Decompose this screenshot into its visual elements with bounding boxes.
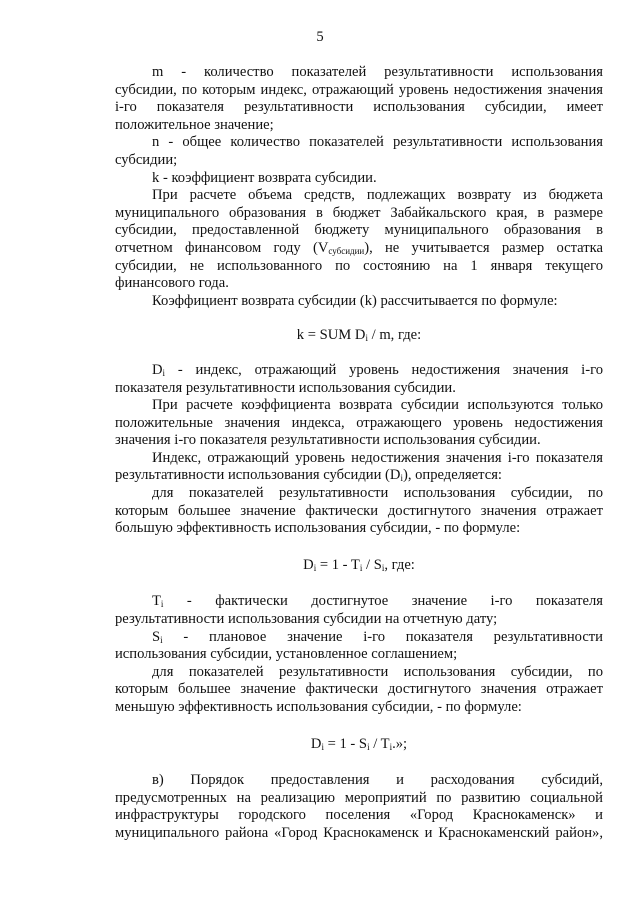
subscript: i bbox=[160, 634, 163, 645]
text-line bbox=[115, 807, 603, 825]
text-line bbox=[115, 222, 603, 240]
text-span: k = SUM D bbox=[296, 327, 366, 344]
text-line bbox=[115, 467, 603, 485]
text-span: / m, где: bbox=[367, 327, 422, 344]
text-span: для показателей результативности использования субсидии, по bbox=[152, 663, 603, 680]
subscript: i bbox=[162, 367, 166, 378]
text-span: i-го показателя результативности использования субсидии, имеет bbox=[115, 99, 603, 116]
subscript: i bbox=[365, 333, 368, 344]
spacer bbox=[115, 538, 603, 557]
text-span: - фактически достигнутое значение i-го показателя bbox=[163, 593, 603, 610]
paragraph-k-definition bbox=[115, 170, 603, 188]
text-line: m - количество показателей результативности использования bbox=[152, 64, 603, 80]
text-span: финансового года. bbox=[115, 275, 229, 292]
paragraph-di-definition bbox=[115, 362, 603, 380]
formula-di-2 bbox=[115, 736, 603, 754]
paragraph-lesser-effectiveness bbox=[115, 664, 603, 682]
subscript: i bbox=[367, 741, 370, 752]
text-span: отчетном финансовом году (V bbox=[115, 239, 329, 256]
text-span: субсидии; bbox=[115, 151, 178, 168]
text-span: D bbox=[310, 735, 322, 752]
text-line bbox=[115, 432, 603, 450]
subscript: i bbox=[359, 562, 363, 573]
subscript: субсидии bbox=[328, 245, 365, 256]
text-span: ), не учитывается размер остатка bbox=[364, 239, 603, 256]
text-line bbox=[115, 240, 603, 258]
formula-di-1 bbox=[115, 557, 603, 575]
text-line bbox=[115, 117, 603, 135]
subscript: i bbox=[313, 562, 317, 573]
text-line bbox=[115, 503, 603, 521]
paragraph-return-volume bbox=[115, 187, 603, 205]
text-span: / T bbox=[369, 735, 390, 752]
text-span: Коэффициент возврата субсидии (k) рассчитывается по формуле: bbox=[152, 292, 558, 309]
text-span: положительное значение; bbox=[115, 116, 274, 133]
text-line bbox=[115, 790, 603, 808]
text-span: показателя результативности использования субсидии. bbox=[115, 379, 456, 396]
text-span: T bbox=[152, 593, 161, 610]
text-span: использования субсидии, установленное соглашением; bbox=[115, 646, 458, 663]
text-span: меньшую эффективность использования субсидии, - по формуле: bbox=[115, 699, 522, 715]
subscript: i bbox=[381, 562, 385, 573]
text-span: муниципального образования в бюджет Забайкальского края, в размере bbox=[115, 204, 603, 221]
paragraph-positive-values bbox=[115, 397, 603, 415]
text-span: D bbox=[303, 556, 314, 573]
text-line bbox=[115, 258, 603, 276]
spacer bbox=[115, 345, 603, 362]
text-span: = 1 - T bbox=[316, 556, 360, 573]
text-span: субсидии, предоставленной бюджету муниципального образования в bbox=[115, 222, 603, 239]
text-span: Индекс, отражающий уровень недостижения значения i-го показателя bbox=[152, 449, 603, 466]
paragraph-si-definition bbox=[115, 629, 603, 647]
text-line bbox=[115, 646, 603, 664]
text-span: n - общее количество показателей результативности использования bbox=[152, 134, 603, 151]
subscript: i bbox=[389, 741, 393, 752]
text-span: большую эффективность использования субсидии, - по формуле: bbox=[115, 520, 521, 537]
text-span: - индекс, отражающий уровень недостижения значения i-го bbox=[165, 361, 603, 378]
text-span: субсидии, по которым индекс, отражающий уровень недостижения значения bbox=[115, 81, 603, 98]
subscript: i bbox=[400, 473, 403, 484]
text-line bbox=[115, 380, 603, 398]
text-line bbox=[115, 520, 603, 538]
text-span: муниципального района «Город Краснокаменск и Краснокаменский район», bbox=[115, 824, 603, 841]
text-line bbox=[115, 152, 603, 170]
text-span: При расчете объема средств, подлежащих возврату из бюджета bbox=[152, 187, 603, 204]
text-span: в) Порядок предоставления и расходования субсидий, bbox=[152, 772, 603, 789]
text-span: = 1 - S bbox=[323, 735, 368, 752]
text-span: ), определяется: bbox=[402, 467, 502, 484]
text-line bbox=[115, 611, 603, 629]
paragraph-section-v bbox=[115, 772, 603, 790]
page-number: 5 bbox=[316, 29, 324, 45]
text-span: , где: bbox=[384, 556, 415, 573]
text-span: результативности использования субсидии на отчетную дату; bbox=[115, 611, 498, 628]
text-line bbox=[115, 205, 603, 223]
document-body bbox=[115, 64, 603, 843]
text-span: предусмотренных на реализацию мероприятий по развитию социальной bbox=[115, 789, 603, 806]
spacer bbox=[115, 310, 603, 327]
text-span: для показателей результативности использования субсидии, по bbox=[152, 485, 603, 502]
text-span: k - коэффициент возврата субсидии. bbox=[152, 169, 377, 186]
text-span: которым большее значение фактически достигнутого значения отражает bbox=[115, 681, 603, 698]
text-span: - плановое значение i-го показателя результативности bbox=[162, 628, 603, 645]
paragraph-ti-definition bbox=[115, 593, 603, 611]
text-span: .»; bbox=[392, 735, 408, 752]
text-span: S bbox=[152, 628, 161, 645]
text-line bbox=[115, 825, 603, 843]
paragraph-coefficient-intro bbox=[115, 293, 603, 311]
text-span: инфраструктуры городского поселения «Город Краснокаменск» и bbox=[115, 807, 603, 824]
spacer bbox=[115, 574, 603, 593]
text-line bbox=[115, 82, 603, 100]
text-span: которым большее значение фактически достигнутого значения отражает bbox=[115, 502, 603, 519]
subscript: i bbox=[321, 741, 324, 752]
subscript: i bbox=[160, 599, 164, 610]
spacer bbox=[115, 717, 603, 736]
text-span: значения i-го показателя результативности использования субсидии. bbox=[115, 432, 541, 449]
text-line bbox=[115, 99, 603, 117]
text-span: положительные значения индекса, отражающего уровень недостижения bbox=[115, 414, 603, 431]
text-span: При расчете коэффициента возврата субсидии используются только bbox=[152, 397, 603, 414]
text-line bbox=[115, 415, 603, 433]
text-line bbox=[115, 681, 603, 699]
text-span: субсидии, не использованного по состоянию на 1 января текущего bbox=[115, 257, 603, 274]
formula-k bbox=[115, 327, 603, 345]
text-line bbox=[115, 275, 603, 293]
paragraph-m-definition bbox=[115, 64, 603, 82]
paragraph-index-determination bbox=[115, 450, 603, 468]
text-span: результативности использования субсидии (D bbox=[115, 467, 401, 484]
paragraph-greater-effectiveness bbox=[115, 485, 603, 503]
spacer bbox=[115, 753, 603, 772]
text-line bbox=[115, 699, 603, 717]
text-span: D bbox=[152, 361, 163, 378]
text-span: / S bbox=[362, 556, 382, 573]
paragraph-n-definition bbox=[115, 134, 603, 152]
